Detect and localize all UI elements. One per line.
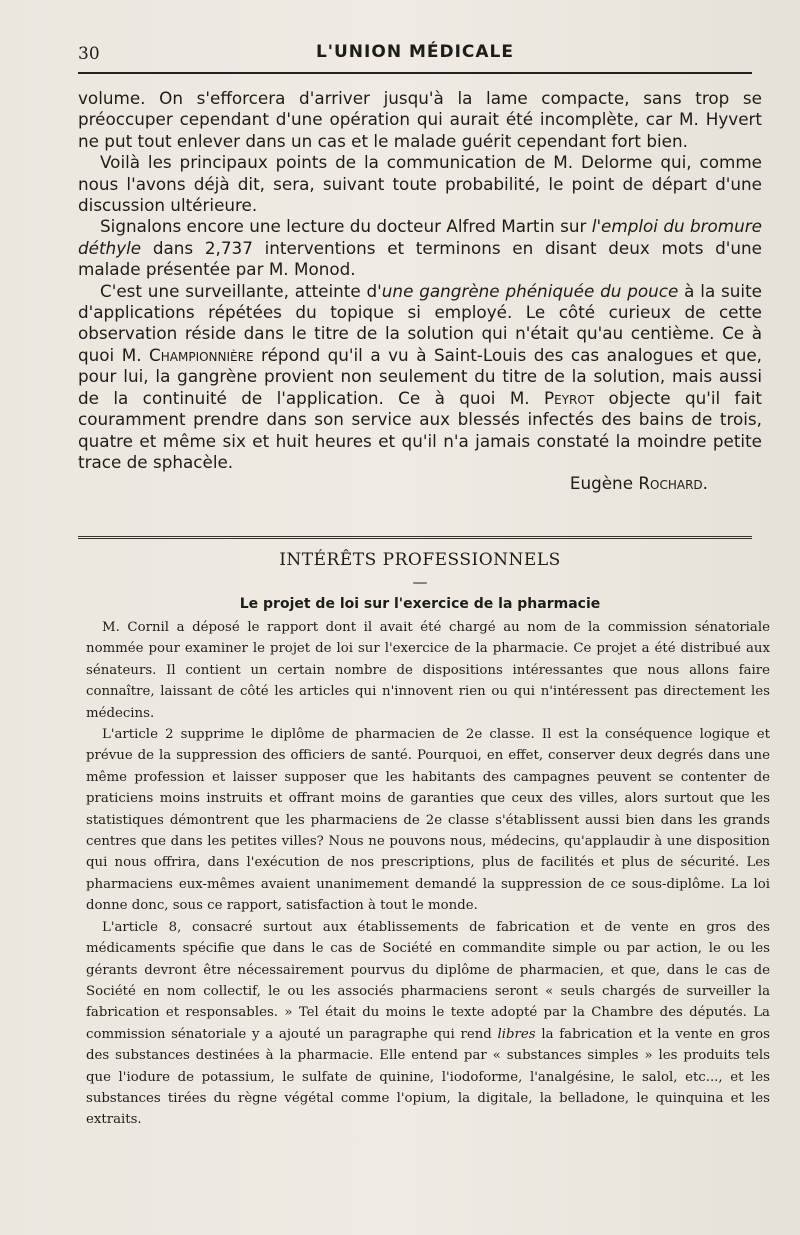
article-body [86,617,770,1131]
italic-phrase: l'emploi du bromure déthyle [78,216,762,258]
paragraph: L'article 2 supprime le diplôme de pharmacien de 2e classe. Il est la conséquence logique et prévue de la suppression des officiers de santé. Pourquoi, en effet, conserver deux degrés dans une même profession et laisser supposer que les habitants des campagnes peuvent se contenter de praticiens moins instruits et offrant moins de garanties que ceux des villes, alors surtout que les statistiques démontrent que les pharmaciens de 2e classe s'établissent aussi bien dans les grands centres que dans les petites villes? Nous ne pouvons nous, médecins, qu'applaudir à une disposition qui nous offrira, dans l'exécution de nos prescriptions, plus de facilités et plus de sécurité. Les pharmaciens eux-mêmes avaient unanimement demandé la suppression de ce sous-diplôme. La loi donne donc, sous ce rapport, satisfaction à tout le monde. [86,727,770,914]
section-dash: — [412,573,428,591]
italic-phrase: une gangrène phéniquée du pouce [381,280,679,301]
page-number: 30 [78,44,100,64]
section-rule [78,536,752,539]
running-header [78,40,752,68]
author-name: Championnière [149,344,254,365]
article-title: Le projet de loi sur l'exercice de la pharmacie [239,596,601,612]
journal-title: L'UNION MÉDICALE [315,42,515,62]
paragraph: Voilà les principaux points de la communication de M. Delorme qui, comme nous l'avons déjà dit, sera, suivant toute probabilité, le point de départ d'une discussion ultérieure. [78,152,762,216]
article-continuation [78,88,762,495]
paragraph: M. Cornil a déposé le rapport dont il avait été chargé au nom de la commission sénatoriale nommée pour examiner le projet de loi sur l'exercice de la pharmacie. Ce projet a été distribué aux sénateurs. Il contient un certain nombre de dispositions intéressantes que nous allons faire connaître, laissant de côté les articles qui n'innovent rien ou qui n'intéressent pas directement les médecins. [86,620,770,721]
section-title: INTÉRÊTS PROFESSIONNELS [279,550,561,570]
signature: Eugène Rochard. [569,473,708,494]
header-rule [78,72,752,74]
paragraph: L'article 8, consacré surtout aux établissements de fabrication et de vente en gros des médicaments spécifie que dans le cas de Société en commandite simple ou par action, le ou les gérants devront être nécessairement pourvus du diplôme de pharmacien, et que, dans le cas de Société en nom collectif, le ou les associés pharmaciens seront « seuls chargés de surveiller la fabrication et responsables. » Tel était du moins le texte adopté par la Chambre des députés. La commission sénatoriale y a ajouté un paragraphe qui rend libres la fabrication et la vente en gros des substances destinées à la pharmacie. Elle entend par « substances simples » les produits tels que l'iodure de potassium, le sulfate de quinine, l'iodoforme, l'analgésine, le salol, etc..., et les substances tirées du règne végétal comme l'opium, la digitale, la belladone, le quinquina et les extraits. [86,919,770,1128]
paragraph: Signalons encore une lecture du docteur Alfred Martin sur l'emploi du bromure déthyle dans 2,737 interventions et terminons en disant deux mots d'une malade présentée par M. Monod. [78,216,762,280]
italic-word: libres [497,1026,536,1042]
paragraph: C'est une surveillante, atteinte d'une gangrène phéniquée du pouce à la suite d'applications répétées du topique si employé. Le côté curieux de cette observation réside dans le titre de la solution qui n'était qu'au centième. Ce à quoi M. Championnière répond qu'il a vu à Saint-Louis des cas analogues et que, pour lui, la gangrène provient non seulement du titre de la solution, mais aussi de la continuité de l'application. Ce à quoi M. Peyrot objecte qu'il fait couramment prendre dans son service aux blessés infectés des bains de trois, quatre et même six et huit heures et qu'il n'a jamais constaté la moindre petite trace de sphacèle. [78,280,763,472]
author-name: Peyrot [544,387,595,408]
paragraph: volume. On s'efforcera d'arriver jusqu'à la lame compacte, sans trop se préoccuper cependant d'une opération qui aurait été incomplète, car M. Hyvert ne put tout enlever dans un cas et le malade guérit cependant fort bien. [78,88,762,151]
